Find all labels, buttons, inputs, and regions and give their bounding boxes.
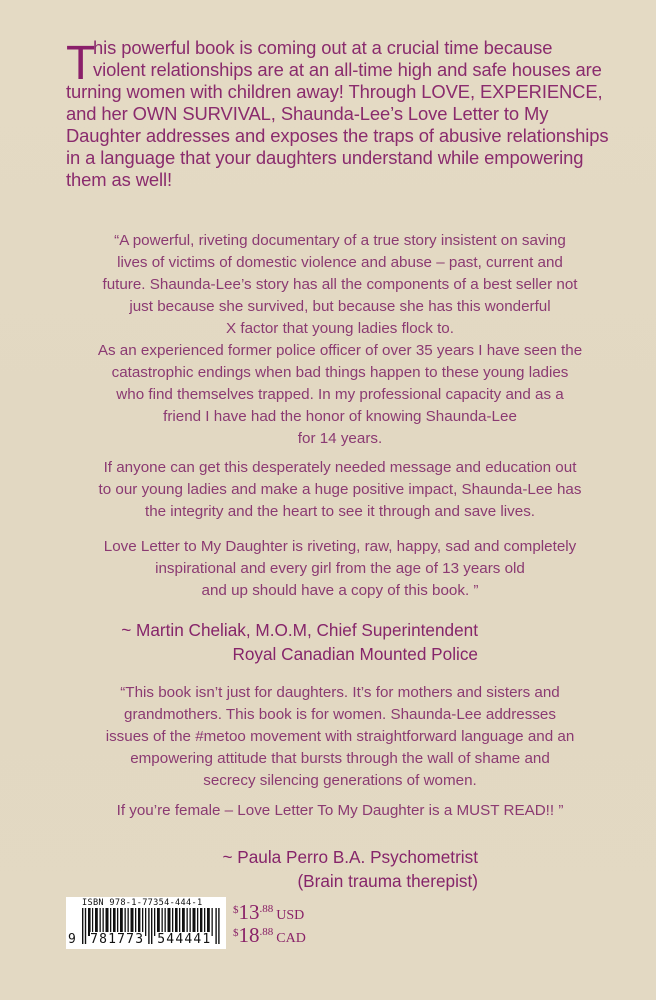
quote-line: just because she survived, but because she has this wonderful <box>129 298 551 315</box>
testimonial-1-paragraph-1 <box>50 230 630 340</box>
quote-line: X factor that young ladies flock to. <box>226 320 454 337</box>
quote-line: As an experienced former police officer of over 35 years I have seen the <box>97 342 583 359</box>
testimonial-1-attribution <box>121 618 478 666</box>
quote-line: for 14 years. <box>297 430 383 447</box>
currency-code: CAD <box>276 931 306 946</box>
price-cents: .88 <box>259 926 274 938</box>
quote-line: to our young ladies and make a huge positive impact, Shaunda-Lee has <box>98 481 582 498</box>
price-usd <box>233 898 306 924</box>
quote-line: empowering attitude that bursts through the wall of shame and <box>130 750 550 767</box>
quote-line: Love Letter to My Daughter is riveting, raw, happy, sad and completely <box>103 538 577 555</box>
currency-symbol: $ <box>233 927 239 939</box>
barcode-group-1: 781773 <box>90 932 145 947</box>
intro-line: turning women with children away! Through LOVE, EXPERIENCE, <box>66 81 603 102</box>
quote-line: friend I have had the honor of knowing Shaunda-Lee <box>163 408 517 425</box>
quote-line: “A powerful, riveting documentary of a true story insistent on saving <box>114 232 566 249</box>
quote-line: secrecy silencing generations of women. <box>203 772 477 789</box>
intro-line: them as well! <box>66 169 173 190</box>
testimonial-2-paragraph-1 <box>50 682 630 792</box>
price-whole: 13 <box>238 900 260 924</box>
quote-line: If you’re female – Love Letter To My Daughter is a MUST READ!! ” <box>116 802 564 819</box>
isbn-label: ISBN 978-1-77354-444-1 <box>82 898 203 908</box>
quote-line: the integrity and the heart to see it through and save lives. <box>144 503 536 520</box>
quote-line: future. Shaunda-Lee’s story has all the components of a best seller not <box>102 276 578 293</box>
attribution-name: ~ Martin Cheliak, M.O.M, Chief Superintendent <box>121 620 478 640</box>
quote-line: grandmothers. This book is for women. Shaunda-Lee addresses <box>124 706 556 723</box>
intro-line: in a language that your daughters understand while empowering <box>66 147 584 168</box>
attribution-organization: Royal Canadian Mounted Police <box>232 644 478 664</box>
quote-line: If anyone can get this desperately needed message and education out <box>103 459 577 476</box>
barcode-lead-digit: 9 <box>68 932 78 947</box>
quote-line: catastrophic endings when bad things happen to these young ladies <box>111 364 569 381</box>
testimonial-1-paragraph-3 <box>50 457 630 523</box>
barcode-group-2: 544441 <box>157 932 212 947</box>
drop-cap: T <box>66 37 96 90</box>
testimonial-2-paragraph-2 <box>50 800 630 822</box>
quote-line: lives of victims of domestic violence and abuse – past, current and <box>117 254 563 271</box>
isbn-barcode <box>66 897 226 949</box>
price-cents: .88 <box>259 903 274 915</box>
intro-line: and her OWN SURVIVAL, Shaunda-Lee’s Love Letter to My <box>66 103 549 124</box>
quote-line: “This book isn’t just for daughters. It’s for mothers and sisters and <box>120 684 560 701</box>
testimonial-1-paragraph-4 <box>50 536 630 602</box>
attribution-title: (Brain trauma therepist) <box>297 871 478 891</box>
intro-paragraph <box>66 37 609 191</box>
price-list <box>233 898 306 947</box>
currency-symbol: $ <box>233 904 239 916</box>
quote-line: inspirational and every girl from the age of 13 years old <box>155 560 525 577</box>
attribution-name: ~ Paula Perro B.A. Psychometrist <box>222 847 478 867</box>
testimonial-2-attribution <box>222 845 478 893</box>
quote-line: and up should have a copy of this book. ” <box>201 582 479 599</box>
testimonial-1-paragraph-2 <box>50 340 630 450</box>
intro-line: violent relationships are at an all-time high and safe houses are <box>93 59 602 80</box>
barcode-digits <box>68 933 211 947</box>
intro-line: his powerful book is coming out at a crucial time because <box>93 37 553 58</box>
price-whole: 18 <box>238 923 260 947</box>
price-cad <box>233 921 306 947</box>
intro-line: Daughter addresses and exposes the traps of abusive relationships <box>66 125 609 146</box>
currency-code: USD <box>276 908 305 923</box>
quote-line: who find themselves trapped. In my professional capacity and as a <box>116 386 564 403</box>
quote-line: issues of the #metoo movement with straightforward language and an <box>105 728 575 745</box>
